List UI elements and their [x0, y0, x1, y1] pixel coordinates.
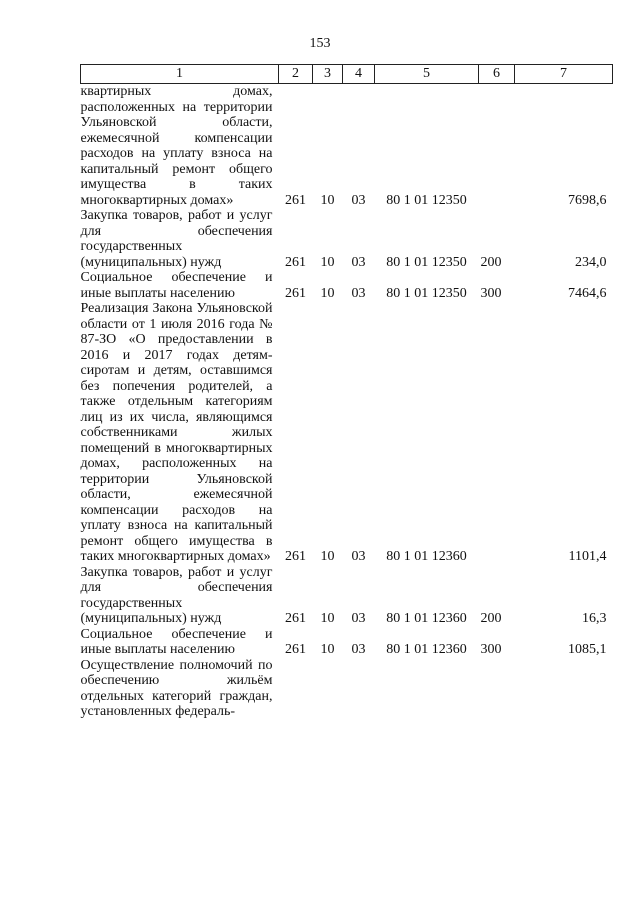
budget-table [80, 64, 613, 720]
row-col-3 [313, 658, 343, 720]
row-col-3: 10 [320, 611, 335, 626]
table-header [81, 65, 613, 84]
row-amount [515, 658, 613, 720]
row-col-2: 261 [285, 254, 306, 270]
row-col-6: 300 [480, 642, 502, 657]
row-col-6 [479, 301, 515, 565]
row-col-5: 80 1 01 12350 [386, 254, 467, 270]
row-col-5: 80 1 01 12360 [386, 549, 467, 564]
row-col-4 [343, 658, 375, 720]
row-description: Социальное обеспечение и иные выплаты населению [80, 626, 273, 657]
row-col-3: 10 [320, 192, 335, 208]
table-row [81, 301, 613, 565]
row-description: Социальное обеспечение и иные выплаты населению [80, 270, 273, 301]
table-row [81, 627, 613, 658]
table-row [81, 565, 613, 627]
row-description: Осуществление полномочий по обеспечению жильём отдельных категорий граждан, установленных федераль- [80, 657, 273, 719]
row-col-6: 200 [480, 611, 502, 626]
header-col-3: 3 [313, 65, 343, 84]
row-col-3: 10 [320, 254, 335, 270]
row-description: Закупка товаров, работ и услуг для обеспечения государственных (муниципальных) нужд [80, 208, 273, 270]
row-col-2: 261 [285, 192, 306, 208]
header-row [81, 65, 613, 84]
row-amount: 7698,6 [568, 192, 607, 208]
row-description: квартирных домах, расположенных на территории Ульяновской области, ежемесячной компенсации расходов на уплату взноса на капитальный ремонт общего имущества в таких многоквартирных домах» [80, 84, 273, 208]
table-row [81, 84, 613, 209]
row-col-5: 80 1 01 12350 [386, 285, 467, 301]
row-col-3: 10 [320, 285, 335, 301]
row-col-4: 03 [351, 254, 366, 270]
header-col-5: 5 [375, 65, 479, 84]
row-col-3: 10 [320, 549, 335, 564]
page-number: 153 [309, 36, 331, 51]
row-col-5: 80 1 01 12360 [386, 611, 467, 626]
row-description: Закупка товаров, работ и услуг для обеспечения государственных (муниципальных) нужд [80, 564, 273, 626]
row-col-2: 261 [285, 549, 306, 564]
row-col-5 [375, 658, 479, 720]
row-col-4: 03 [351, 192, 366, 208]
header-col-1: 1 [81, 65, 279, 84]
row-col-2 [279, 658, 313, 720]
row-col-5: 80 1 01 12350 [386, 192, 467, 208]
row-col-6: 300 [480, 285, 502, 301]
row-col-2: 261 [285, 642, 306, 657]
row-col-6 [479, 84, 515, 209]
table-row [81, 270, 613, 301]
row-amount: 234,0 [575, 254, 607, 270]
row-amount: 1085,1 [568, 642, 607, 657]
row-amount: 16,3 [582, 611, 607, 626]
header-col-7: 7 [515, 65, 613, 84]
row-amount: 7464,6 [568, 285, 607, 301]
row-description: Реализация Закона Ульяновской области от 1 июля 2016 года № 87-ЗО «О предоставлении в 2016 и 2017 годах детям-сиротам и детям, оставшимся без попечения родителей, а также отдельным категориям лиц из их числа, являющимся собственниками жилых помещений в многоквартирных домах, расположенных на территории Ульяновской области, ежемесячной компенсации расходов на уплату взноса на капитальный ремонт общего имущества в таких многоквартирных домах» [80, 301, 273, 564]
table-body [81, 84, 613, 720]
header-col-2: 2 [279, 65, 313, 84]
header-col-6: 6 [479, 65, 515, 84]
row-col-6: 200 [480, 254, 502, 270]
row-col-6 [479, 658, 515, 720]
row-col-2: 261 [285, 611, 306, 626]
table-row [81, 208, 613, 270]
row-col-3: 10 [320, 642, 335, 657]
row-col-4: 03 [351, 549, 366, 564]
row-col-4: 03 [351, 285, 366, 301]
header-col-4: 4 [343, 65, 375, 84]
row-col-4: 03 [351, 642, 366, 657]
table-row [81, 658, 613, 720]
row-col-4: 03 [351, 611, 366, 626]
row-col-2: 261 [285, 285, 306, 301]
row-amount: 1101,4 [568, 549, 607, 564]
row-col-5: 80 1 01 12360 [386, 642, 467, 657]
